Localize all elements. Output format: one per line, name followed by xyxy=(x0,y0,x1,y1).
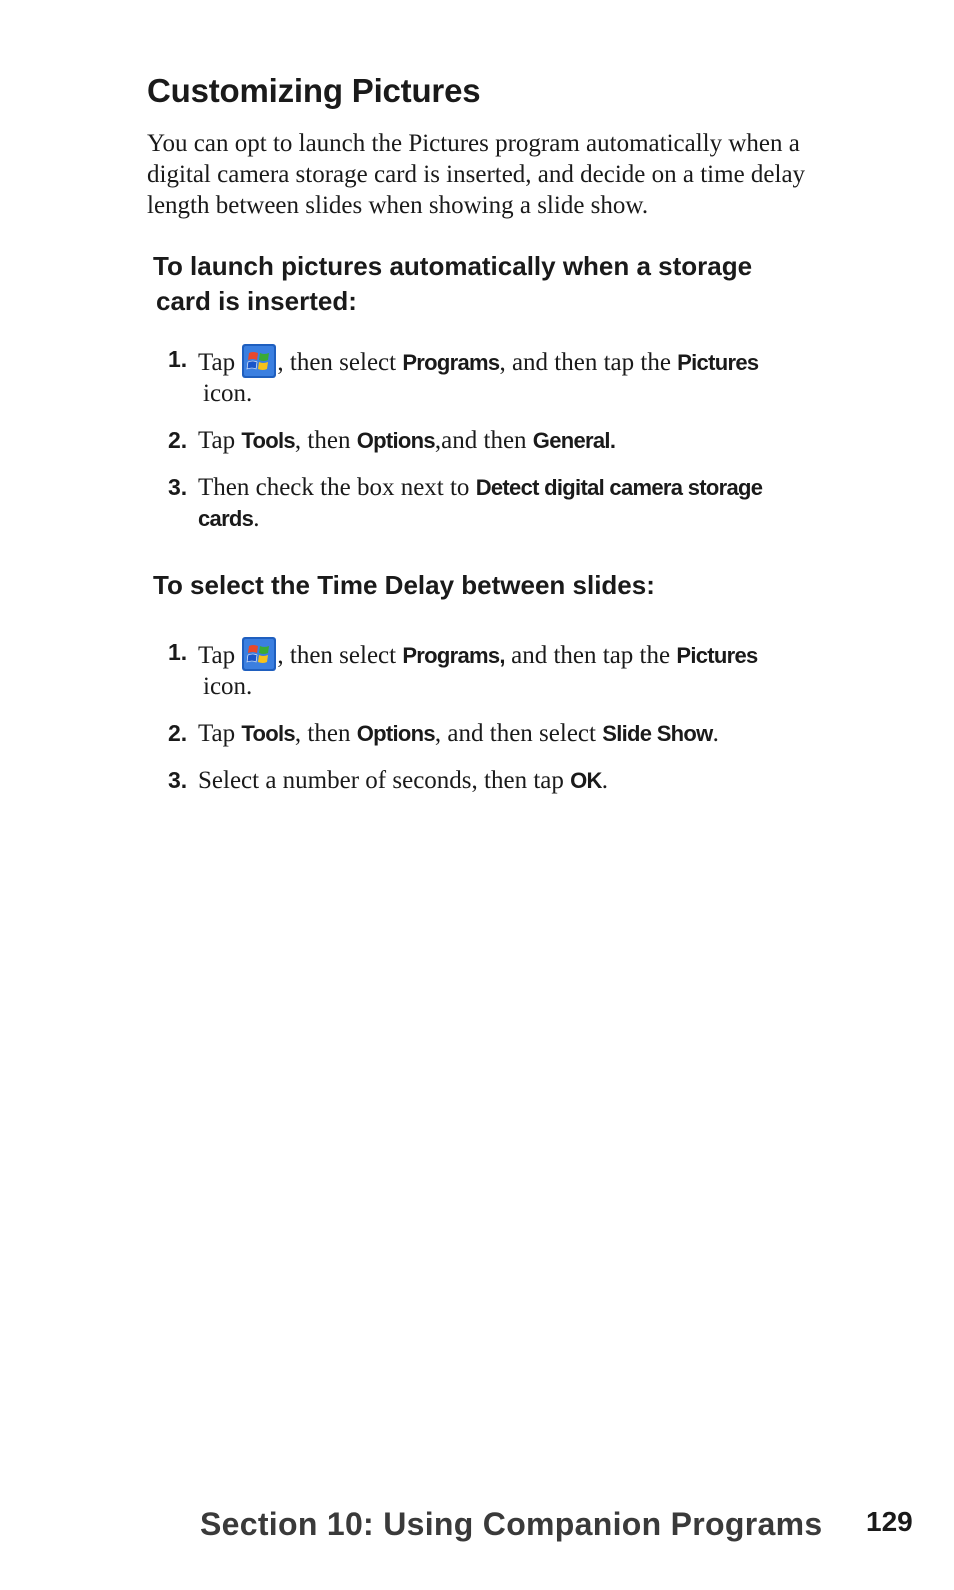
step-text: icon. xyxy=(203,673,253,700)
step-text: , then xyxy=(294,720,351,747)
step-text: . xyxy=(253,505,260,532)
keyword-tools: Tools xyxy=(241,721,295,746)
section1-heading-line2: card is inserted: xyxy=(156,286,357,316)
step-text: icon. xyxy=(203,380,253,407)
section2-heading: To select the Time Delay between slides: xyxy=(153,570,655,600)
section1-heading-line1: To launch pictures automatically when a storage xyxy=(153,251,753,281)
section2-steps xyxy=(168,637,848,796)
start-menu-icon xyxy=(242,344,276,378)
keyword-detect-digital-camera: Detect digital camera storage xyxy=(475,475,763,500)
keyword-pictures: Pictures xyxy=(677,350,759,375)
section1-steps xyxy=(168,344,848,534)
step-text: and then tap the xyxy=(511,642,671,669)
step-text: ,and then xyxy=(434,427,527,454)
section2-step-3 xyxy=(168,765,848,796)
section2-step-1 xyxy=(168,637,848,702)
keyword-options: Options xyxy=(356,428,435,453)
intro-paragraph: You can opt to launch the Pictures program automatically when a digital camera storage card is inserted, and decide on a time delay length between slides when showing a slide show. xyxy=(147,130,806,219)
step-text: , then select xyxy=(277,642,397,669)
footer-section-title: Section 10: Using Companion Programs xyxy=(200,1506,823,1542)
step-text: Tap xyxy=(198,349,236,376)
step-number: 2. xyxy=(168,720,188,746)
keyword-slide-show: Slide Show xyxy=(602,721,713,746)
step-text: Then check the box next to xyxy=(198,474,470,501)
section1-step-1 xyxy=(168,344,848,409)
step-number: 1. xyxy=(168,639,188,665)
section1-heading xyxy=(153,249,853,319)
keyword-programs: Programs, xyxy=(402,643,505,668)
keyword-pictures: Pictures xyxy=(676,643,758,668)
start-menu-icon xyxy=(242,637,276,671)
keyword-programs: Programs xyxy=(402,350,500,375)
page-title: Customizing Pictures xyxy=(147,72,481,109)
step-text: Tap xyxy=(198,720,236,747)
step-text: , then select xyxy=(277,349,397,376)
keyword-options: Options xyxy=(356,721,435,746)
step-text: , and then tap the xyxy=(499,349,671,376)
step-text: Tap xyxy=(198,642,236,669)
step-number: 3. xyxy=(168,474,188,500)
step-text: Select a number of seconds, then tap xyxy=(198,767,564,794)
page-number: 129 xyxy=(866,1506,913,1537)
section2-step-2 xyxy=(168,718,848,749)
section1-step-2 xyxy=(168,425,848,456)
section1-step-3 xyxy=(168,472,848,534)
keyword-general: General. xyxy=(532,428,616,453)
keyword-ok: OK xyxy=(570,768,602,793)
keyword-cards: cards xyxy=(198,506,254,531)
step-number: 3. xyxy=(168,767,188,793)
keyword-tools: Tools xyxy=(241,428,295,453)
step-number: 1. xyxy=(168,346,188,372)
step-text: , and then select xyxy=(434,720,596,747)
step-text: . xyxy=(712,720,719,747)
step-text: Tap xyxy=(198,427,236,454)
step-number: 2. xyxy=(168,427,188,453)
step-text: , then xyxy=(294,427,351,454)
step-text: . xyxy=(601,767,608,794)
